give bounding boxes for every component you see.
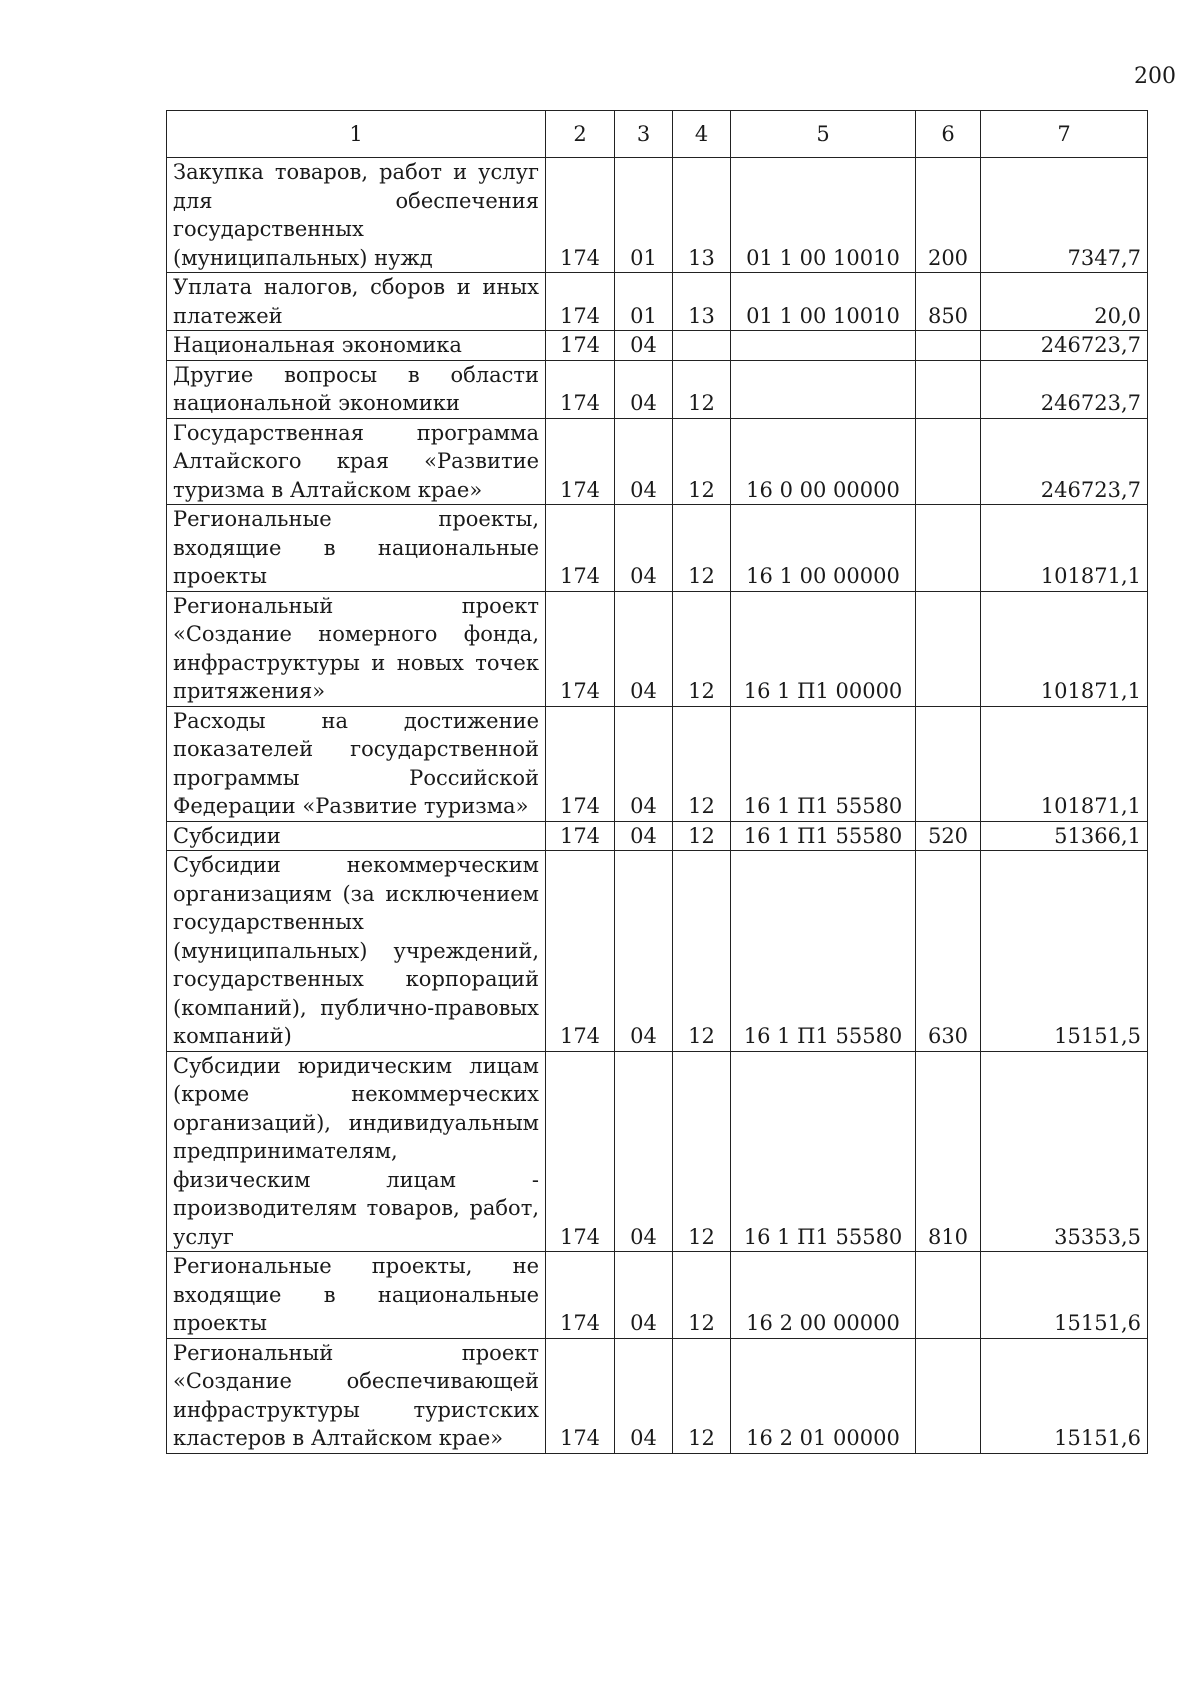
cell-c7: 101871,1 bbox=[981, 591, 1148, 706]
cell-c5: 01 1 00 10010 bbox=[731, 158, 916, 273]
cell-c3: 04 bbox=[615, 1051, 673, 1252]
table-row bbox=[167, 418, 1148, 505]
cell-c6: 850 bbox=[916, 273, 981, 331]
cell-c7: 246723,7 bbox=[981, 360, 1148, 418]
cell-c5: 16 2 01 00000 bbox=[731, 1338, 916, 1453]
page-number: 200 bbox=[1134, 64, 1176, 89]
row-name: Региональные проекты, не входящие в национальные проекты bbox=[167, 1252, 546, 1339]
cell-c2: 174 bbox=[546, 418, 615, 505]
cell-c3: 04 bbox=[615, 1338, 673, 1453]
cell-c3: 04 bbox=[615, 418, 673, 505]
row-name: Уплата налогов, сборов и иных платежей bbox=[167, 273, 546, 331]
cell-c3: 04 bbox=[615, 851, 673, 1052]
cell-c5: 01 1 00 10010 bbox=[731, 273, 916, 331]
cell-c6: 520 bbox=[916, 821, 981, 851]
cell-c2: 174 bbox=[546, 851, 615, 1052]
table-row bbox=[167, 158, 1148, 273]
cell-c2: 174 bbox=[546, 591, 615, 706]
cell-c3: 04 bbox=[615, 821, 673, 851]
column-header: 6 bbox=[916, 111, 981, 158]
cell-c6: 810 bbox=[916, 1051, 981, 1252]
cell-c7: 20,0 bbox=[981, 273, 1148, 331]
cell-c4: 12 bbox=[673, 706, 731, 821]
cell-c5: 16 1 П1 55580 bbox=[731, 851, 916, 1052]
cell-c2: 174 bbox=[546, 706, 615, 821]
cell-c6 bbox=[916, 360, 981, 418]
cell-c5: 16 0 00 00000 bbox=[731, 418, 916, 505]
cell-c2: 174 bbox=[546, 1252, 615, 1339]
table-row bbox=[167, 591, 1148, 706]
cell-c4: 12 bbox=[673, 505, 731, 592]
cell-c3: 04 bbox=[615, 505, 673, 592]
cell-c6 bbox=[916, 1338, 981, 1453]
cell-c7: 246723,7 bbox=[981, 331, 1148, 361]
cell-c5: 16 1 П1 55580 bbox=[731, 706, 916, 821]
table-row bbox=[167, 273, 1148, 331]
cell-c3: 04 bbox=[615, 706, 673, 821]
table-row bbox=[167, 706, 1148, 821]
cell-c6 bbox=[916, 331, 981, 361]
table-row bbox=[167, 821, 1148, 851]
table-row bbox=[167, 360, 1148, 418]
cell-c2: 174 bbox=[546, 821, 615, 851]
cell-c4: 13 bbox=[673, 273, 731, 331]
cell-c5: 16 1 П1 00000 bbox=[731, 591, 916, 706]
row-name: Другие вопросы в области национальной экономики bbox=[167, 360, 546, 418]
cell-c2: 174 bbox=[546, 158, 615, 273]
cell-c7: 101871,1 bbox=[981, 505, 1148, 592]
cell-c5: 16 1 00 00000 bbox=[731, 505, 916, 592]
cell-c4: 12 bbox=[673, 1252, 731, 1339]
column-header: 5 bbox=[731, 111, 916, 158]
cell-c3: 04 bbox=[615, 1252, 673, 1339]
cell-c7: 35353,5 bbox=[981, 1051, 1148, 1252]
budget-table bbox=[166, 110, 1148, 1454]
column-header: 1 bbox=[167, 111, 546, 158]
cell-c2: 174 bbox=[546, 273, 615, 331]
cell-c7: 246723,7 bbox=[981, 418, 1148, 505]
table-row bbox=[167, 1051, 1148, 1252]
table-header-row bbox=[167, 111, 1148, 158]
cell-c6 bbox=[916, 706, 981, 821]
cell-c4: 13 bbox=[673, 158, 731, 273]
cell-c6 bbox=[916, 1252, 981, 1339]
cell-c3: 04 bbox=[615, 331, 673, 361]
cell-c5: 16 1 П1 55580 bbox=[731, 821, 916, 851]
row-name: Национальная экономика bbox=[167, 331, 546, 361]
cell-c2: 174 bbox=[546, 360, 615, 418]
cell-c6 bbox=[916, 418, 981, 505]
column-header: 4 bbox=[673, 111, 731, 158]
table-row bbox=[167, 331, 1148, 361]
cell-c7: 101871,1 bbox=[981, 706, 1148, 821]
cell-c7: 51366,1 bbox=[981, 821, 1148, 851]
row-name: Государственная программа Алтайского края «Развитие туризма в Алтайском крае» bbox=[167, 418, 546, 505]
cell-c3: 04 bbox=[615, 591, 673, 706]
row-name: Расходы на достижение показателей государственной программы Российской Федерации «Развитие туризма» bbox=[167, 706, 546, 821]
cell-c4: 12 bbox=[673, 591, 731, 706]
cell-c2: 174 bbox=[546, 1338, 615, 1453]
cell-c4: 12 bbox=[673, 1051, 731, 1252]
column-header: 3 bbox=[615, 111, 673, 158]
cell-c7: 15151,6 bbox=[981, 1338, 1148, 1453]
cell-c4: 12 bbox=[673, 418, 731, 505]
cell-c5 bbox=[731, 360, 916, 418]
cell-c2: 174 bbox=[546, 505, 615, 592]
cell-c5 bbox=[731, 331, 916, 361]
row-name: Субсидии bbox=[167, 821, 546, 851]
cell-c4: 12 bbox=[673, 1338, 731, 1453]
cell-c5: 16 1 П1 55580 bbox=[731, 1051, 916, 1252]
table-row bbox=[167, 1252, 1148, 1339]
cell-c3: 01 bbox=[615, 158, 673, 273]
cell-c7: 15151,5 bbox=[981, 851, 1148, 1052]
cell-c6: 630 bbox=[916, 851, 981, 1052]
column-header: 7 bbox=[981, 111, 1148, 158]
cell-c7: 7347,7 bbox=[981, 158, 1148, 273]
row-name: Региональные проекты, входящие в национальные проекты bbox=[167, 505, 546, 592]
cell-c3: 01 bbox=[615, 273, 673, 331]
cell-c5: 16 2 00 00000 bbox=[731, 1252, 916, 1339]
cell-c2: 174 bbox=[546, 331, 615, 361]
row-name: Субсидии юридическим лицам (кроме некоммерческих организаций), индивидуальным предпринимателям, физическим лицам - производителям товаров, работ, услуг bbox=[167, 1051, 546, 1252]
row-name: Субсидии некоммерческим организациям (за исключением государственных (муниципальных) учреждений, государственных корпораций (компаний), публично-правовых компаний) bbox=[167, 851, 546, 1052]
cell-c3: 04 bbox=[615, 360, 673, 418]
cell-c4: 12 bbox=[673, 851, 731, 1052]
table-row bbox=[167, 1338, 1148, 1453]
cell-c4 bbox=[673, 331, 731, 361]
cell-c4: 12 bbox=[673, 360, 731, 418]
row-name: Региональный проект «Создание номерного фонда, инфраструктуры и новых точек притяжения» bbox=[167, 591, 546, 706]
cell-c7: 15151,6 bbox=[981, 1252, 1148, 1339]
cell-c6 bbox=[916, 505, 981, 592]
cell-c6: 200 bbox=[916, 158, 981, 273]
cell-c2: 174 bbox=[546, 1051, 615, 1252]
cell-c6 bbox=[916, 591, 981, 706]
table-row bbox=[167, 851, 1148, 1052]
table-row bbox=[167, 505, 1148, 592]
column-header: 2 bbox=[546, 111, 615, 158]
row-name: Закупка товаров, работ и услуг для обеспечения государственных (муниципальных) нужд bbox=[167, 158, 546, 273]
cell-c4: 12 bbox=[673, 821, 731, 851]
row-name: Региональный проект «Создание обеспечивающей инфраструктуры туристских кластеров в Алтайском крае» bbox=[167, 1338, 546, 1453]
